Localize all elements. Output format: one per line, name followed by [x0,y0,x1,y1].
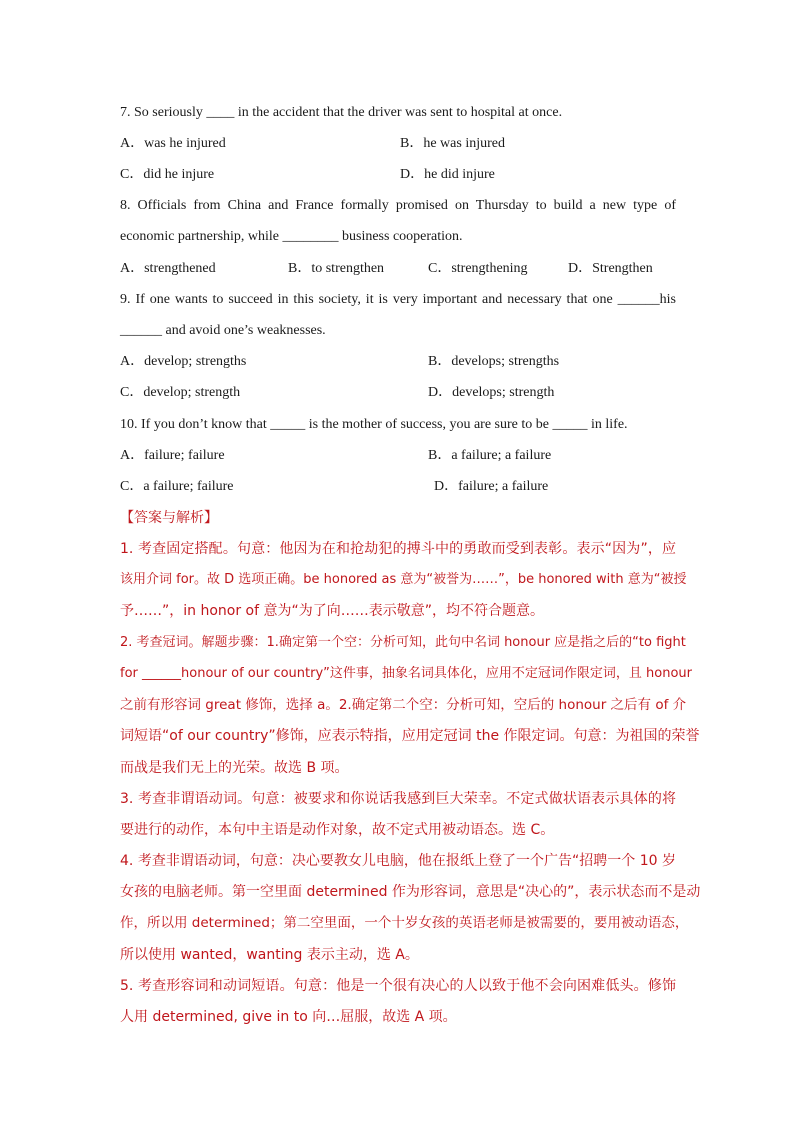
q8-stem-line2: economic partnership, while ________ business cooperation. [120,229,463,244]
q7-option-a: A．was he injured [120,136,226,151]
answer-4-line3: 作，所以用 determined；第二空里面，一个十岁女孩的英语老师是被需要的，要用被动语态， [120,915,689,931]
q8-option-a: A．strengthened [120,261,216,276]
answer-2-line1: 2. 考查冠词。解题步骤：1.确定第一个空：分析可知，此句中名词 honour 应是指之后的“to fight [120,635,686,650]
answer-1-line2: 该用介词 for。故 D 选项正确。be honored as 意为“被誉为……”，be honored with 意为“被授 [120,572,687,587]
q8-option-c: C．strengthening [428,261,528,276]
answer-1-line1: 1. 考查固定搭配。句意：他因为在和抢劫犯的搏斗中的勇敢而受到表彰。表示“因为”，应 [120,541,676,557]
q8-stem-line1: 8. Officials from China and France formally promised on Thursday to build a new type of [120,198,676,213]
q9-option-a: A．develop; strengths [120,354,247,369]
answer-5-line2: 人用 determined, give in to 向…屈服，故选 A 项。 [120,1009,457,1025]
q10-option-c: C．a failure; failure [120,479,234,494]
answer-2-line3: 之前有形容词 great 修饰，选择 a。2.确定第二个空：分析可知，空后的 honour 之后有 of 介 [120,697,687,713]
answer-3-line1: 3. 考查非谓语动词。句意：被要求和你说话我感到巨大荣幸。不定式做状语表示具体的将 [120,791,676,807]
q10-option-d: D．failure; a failure [434,479,549,494]
answer-4-line1: 4. 考查非谓语动词，句意：决心要教女儿电脑，他在报纸上登了一个广告“招聘一个 10 岁 [120,853,676,869]
q7-stem: 7. So seriously ____ in the accident that the driver was sent to hospital at once. [120,105,563,120]
q9-stem-line2: ______ and avoid one’s weaknesses. [120,323,326,338]
q9-stem-line1: 9. If one wants to succeed in this society, it is very important and necessary that one ______his [120,292,676,307]
q10-option-b: B．a failure; a failure [428,448,552,463]
answer-4-line4: 所以使用 wanted，wanting 表示主动，选 A。 [120,947,419,963]
answer-3-line2: 要进行的动作，本句中主语是动作对象，故不定式用被动语态。选 C。 [120,822,555,838]
answers-header: 【答案与解析】 [120,510,218,526]
answer-2-line2: for ______honour of our country”这件事，抽象名词具体化，应用不定冠词作限定词，且 honour [120,666,692,681]
q7-option-b: B．he was injured [400,136,505,151]
q9-option-b: B．develops; strengths [428,354,560,369]
answer-1-line3: 予……”，in honor of 意为“为了向……表示敬意”，均不符合题意。 [120,603,544,619]
q8-option-d: D．Strengthen [568,261,653,276]
q9-option-d: D．develops; strength [428,385,555,400]
answer-4-line2: 女孩的电脑老师。第一空里面 determined 作为形容词，意思是“决心的”，表示状态而不是动 [120,884,701,900]
answer-2-line4: 词短语“of our country”修饰，应表示特指，应用定冠词 the 作限定词。句意：为祖国的荣誉 [120,728,700,744]
q7-option-d: D．he did injure [400,167,495,182]
answer-2-line5: 而战是我们无上的光荣。故选 B 项。 [120,760,349,776]
q10-option-a: A．failure; failure [120,448,225,463]
q8-option-b: B．to strengthen [288,261,385,276]
q7-option-c: C．did he injure [120,167,215,182]
answer-5-line1: 5. 考查形容词和动词短语。句意：他是一个很有决心的人以致于他不会向困难低头。修饰 [120,978,676,994]
q9-option-c: C．develop; strength [120,385,241,400]
q10-stem: 10. If you don’t know that _____ is the mother of success, you are sure to be _____ in life. [120,417,628,432]
